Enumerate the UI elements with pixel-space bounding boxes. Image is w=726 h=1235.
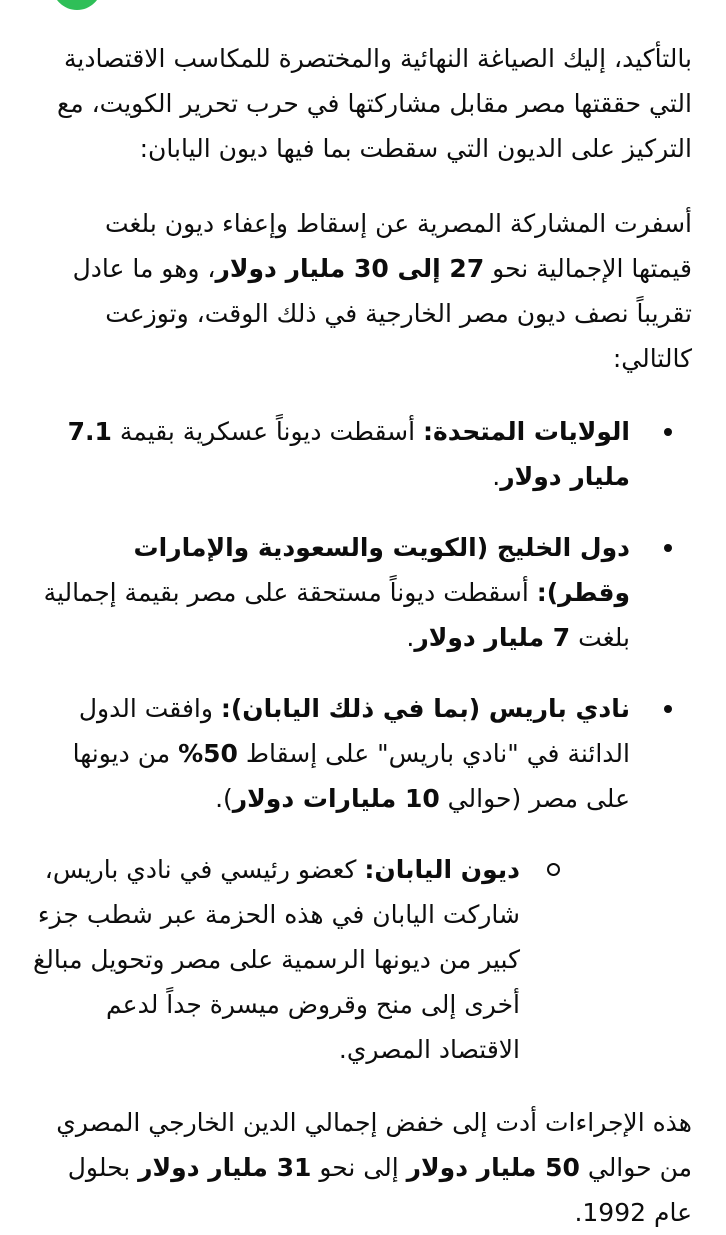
list-item-text: وافقت الدول الدائنة في "نادي باريس" على إسقاط — [78, 694, 630, 768]
sub-item-text: كعضو رئيسي في نادي باريس، شاركت اليابان في هذه الحزمة عبر شطب جزء كبير من ديونها الرسمية على مصر وتحويل مبالغ أخرى إلى منح وقروض ميسرة جداً لدعم الاقتصاد المصري. — [33, 855, 520, 1064]
list-item-amount: 7.1 مليار دولار — [67, 417, 630, 491]
list-item-title: نادي باريس (بما في ذلك اليابان): — [220, 694, 630, 723]
list-item-title: الولايات المتحدة: — [423, 417, 630, 446]
creditor-list — [32, 409, 692, 1072]
conclusion-amount-before: 50 مليار دولار — [406, 1153, 580, 1182]
list-item-percent: 50% — [178, 739, 238, 768]
japan-sub-list — [32, 847, 630, 1072]
conclusion-text-middle: إلى نحو — [311, 1153, 407, 1182]
debt-summary-amount: 27 إلى 30 مليار دولار — [215, 254, 485, 283]
list-item-text: أسقطت ديوناً عسكرية بقيمة — [111, 417, 424, 446]
list-item-paris-club — [32, 686, 692, 1072]
list-item-tail: . — [406, 623, 415, 652]
list-item-tail: . — [492, 462, 501, 491]
conclusion-paragraph — [52, 1100, 692, 1235]
sub-list-item-japan — [32, 847, 630, 1072]
list-item-usa — [32, 409, 692, 499]
chat-message — [32, 36, 692, 1235]
list-item-gulf — [32, 525, 692, 660]
sub-item-title: ديون اليابان: — [364, 855, 520, 884]
list-item-tail: ). — [215, 784, 233, 813]
list-item-title: دول الخليج (الكويت والسعودية والإمارات وقطر): — [133, 533, 630, 607]
conclusion-text-start: هذه الإجراءات أدت إلى خفض إجمالي الدين الخارجي المصري من حوالي — [56, 1108, 692, 1182]
list-item-amount: 7 مليار دولار — [414, 623, 571, 652]
conclusion-text-end: بحلول عام 1992. — [67, 1153, 692, 1227]
list-item-text: أسقطت ديوناً مستحقة على مصر بقيمة إجمالية بلغت — [43, 578, 630, 652]
list-item-amount: 10 مليارات دولار — [232, 784, 440, 813]
debt-summary-text-end: ، وهو ما عادل تقريباً نصف ديون مصر الخارجية في ذلك الوقت، وتوزعت كالتالي: — [72, 254, 692, 373]
app-status-indicator — [52, 0, 102, 10]
conclusion-amount-after: 31 مليار دولار — [138, 1153, 312, 1182]
debt-summary-text-start: أسفرت المشاركة المصرية عن إسقاط وإعفاء ديون بلغت قيمتها الإجمالية نحو — [104, 209, 692, 283]
intro-paragraph: بالتأكيد، إليك الصياغة النهائية والمختصرة للمكاسب الاقتصادية التي حققتها مصر مقابل مشاركتها في حرب تحرير الكويت، مع التركيز على الديون التي سقطت بما فيها ديون اليابان: — [56, 44, 692, 163]
list-item-text-2: من ديونها على مصر (حوالي — [72, 739, 630, 813]
debt-summary-paragraph — [44, 201, 692, 381]
